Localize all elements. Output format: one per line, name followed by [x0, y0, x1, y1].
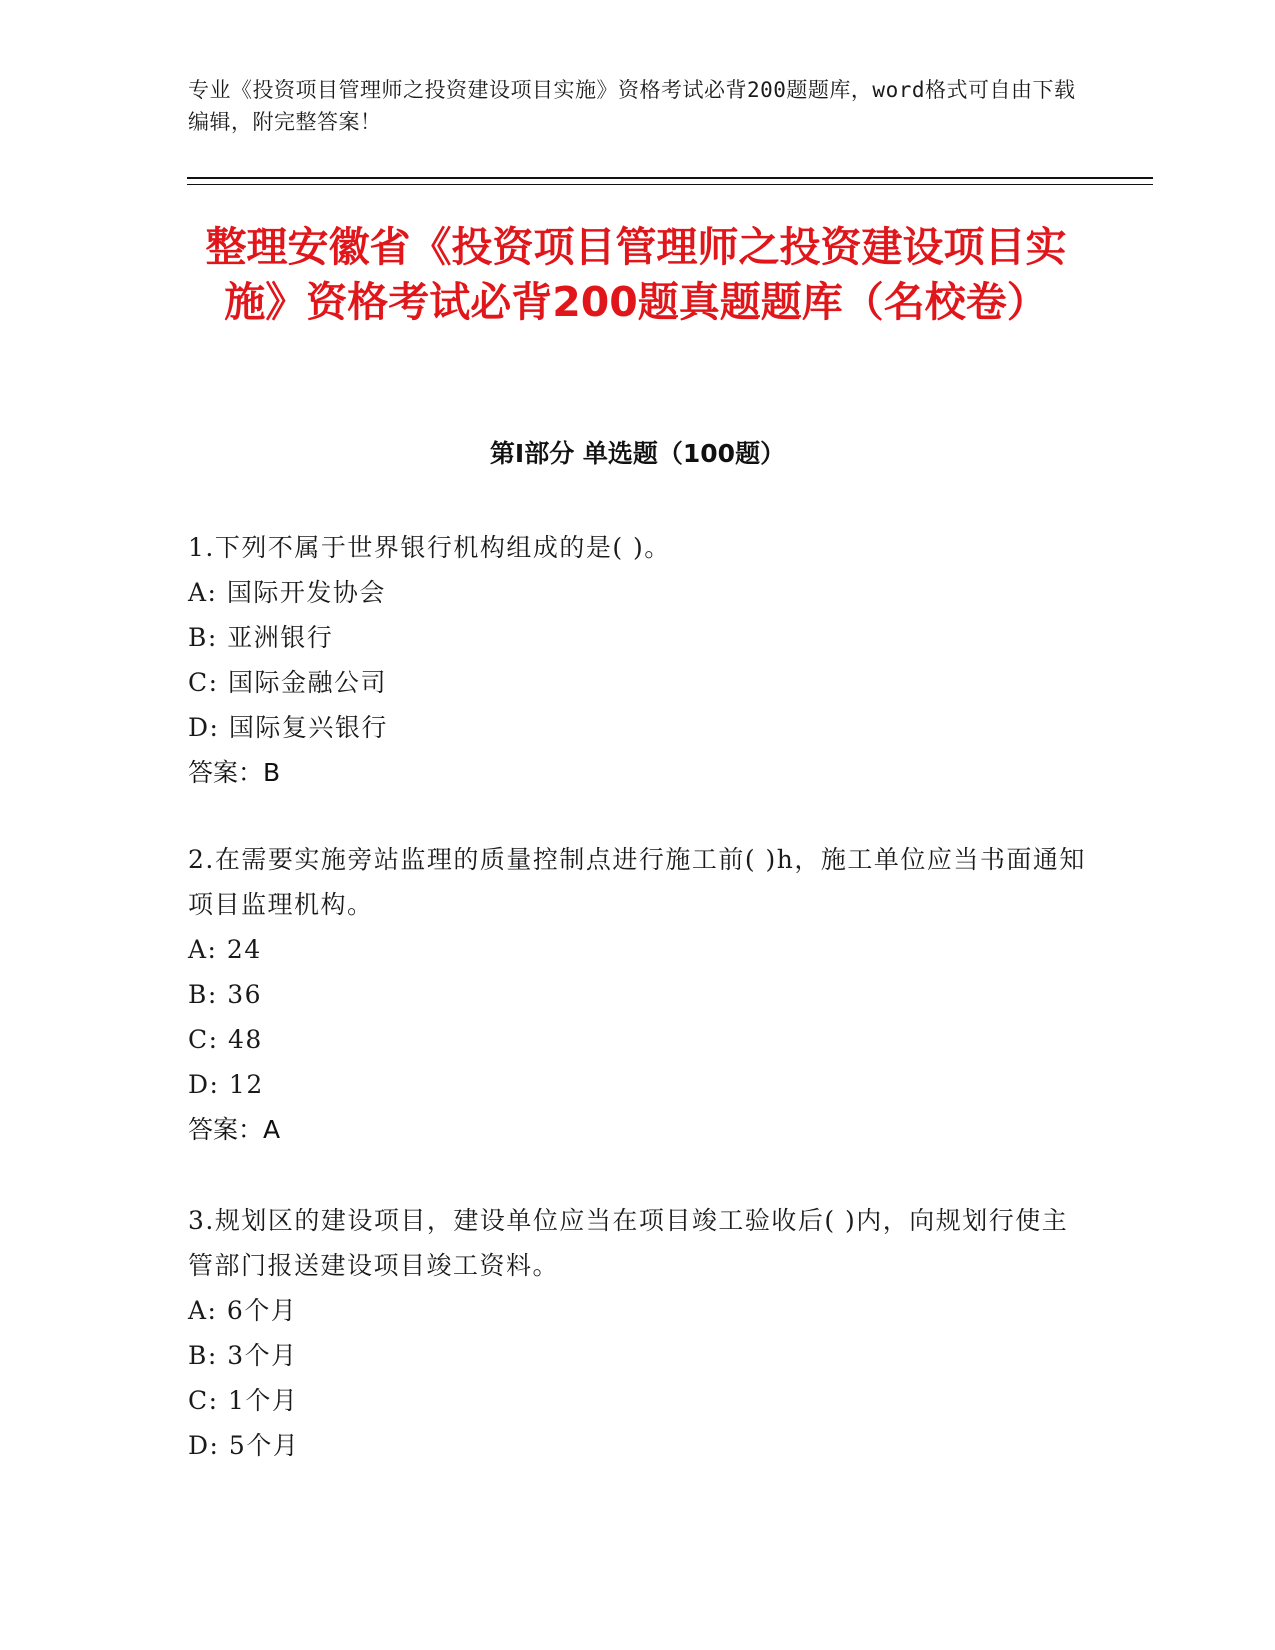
- question-2: [188, 837, 1088, 1152]
- option-b: B: 3个月: [188, 1341, 298, 1370]
- question-3: [188, 1198, 1088, 1468]
- header-divider-thick: [187, 177, 1153, 179]
- question-stem: 1.下列不属于世界银行机构组成的是( )。: [188, 533, 671, 562]
- question-1: [188, 525, 1088, 795]
- option-c: C: 国际金融公司: [188, 668, 387, 697]
- question-stem: 2.在需要实施旁站监理的质量控制点进行施工前( )h，施工单位应当书面通知项目监理机构。: [188, 845, 1086, 919]
- option-a: A: 6个月: [188, 1296, 298, 1325]
- option-d: D: 5个月: [188, 1431, 300, 1460]
- header-note: 专业《投资项目管理师之投资建设项目实施》资格考试必背200题题库，word格式可自由下载编辑，附完整答案！: [188, 78, 1076, 134]
- header-divider-thin: [187, 184, 1153, 185]
- answer-line: 答案：B: [188, 758, 281, 787]
- option-d: D: 国际复兴银行: [188, 713, 388, 742]
- option-a: A: 24: [188, 935, 262, 964]
- option-c: C: 1个月: [188, 1386, 299, 1415]
- option-a: A: 国际开发协会: [188, 578, 386, 607]
- option-b: B: 亚洲银行: [188, 623, 334, 652]
- document-title: 整理安徽省《投资项目管理师之投资建设项目实施》资格考试必背200题真题题库（名校卷）: [205, 223, 1067, 326]
- option-b: B: 36: [188, 980, 263, 1009]
- question-stem: 3.规划区的建设项目，建设单位应当在项目竣工验收后( )内，向规划行使主管部门报送建设项目竣工资料。: [188, 1206, 1069, 1280]
- option-c: C: 48: [188, 1025, 263, 1054]
- option-d: D: 12: [188, 1070, 264, 1099]
- section-title: 第I部分 单选题（100题）: [489, 439, 786, 468]
- answer-line: 答案：A: [188, 1115, 281, 1144]
